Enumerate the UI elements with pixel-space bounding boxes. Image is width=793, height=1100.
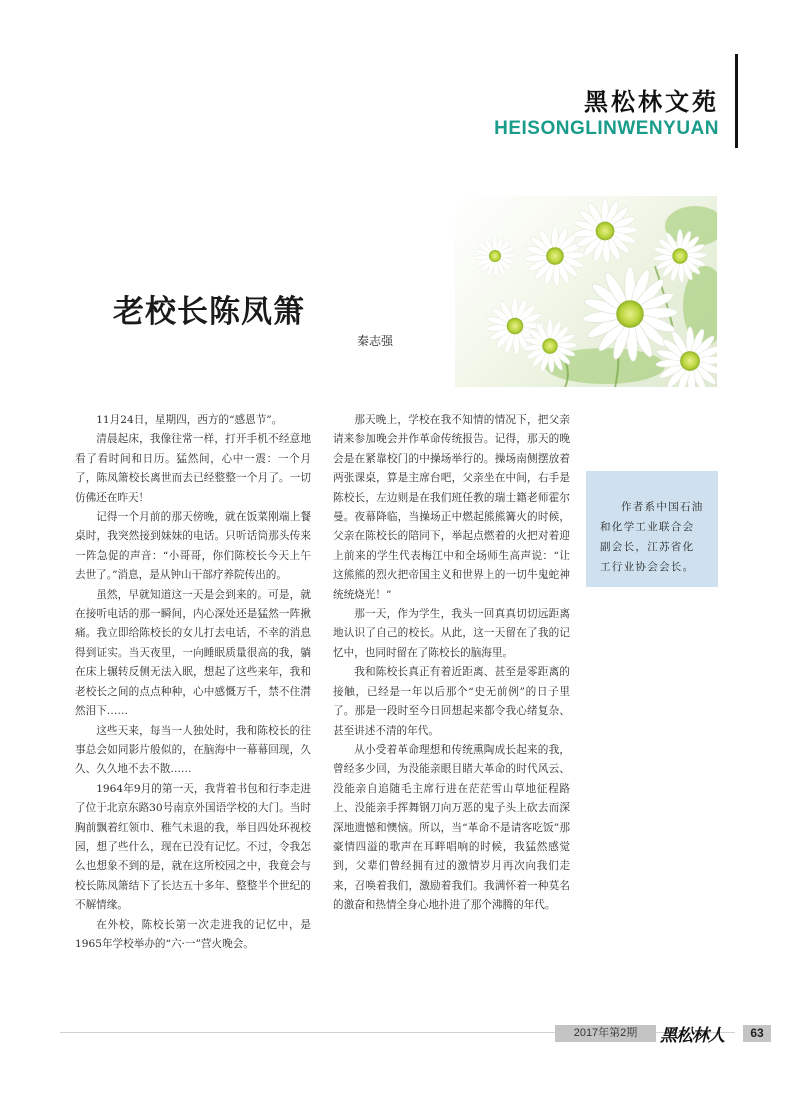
paragraph: 那天晚上，学校在我不知情的情况下，把父亲请来参加晚会并作革命传统报告。记得，那天的晚会是在紧靠校门的中操场举行的。操场南侧摆放着两张课桌，算是主席台吧，父亲坐在中间，右手是陈校长，左边则是在我们班任教的瑞士籍老师霍尔曼。夜幕降临，当操场正中燃起熊熊篝火的时候，父亲在陈校长的陪同下，举起点燃着的火把对着迎上前来的学生代表梅江中和全场师生高声说：“让这熊熊的烈火把帝国主义和世界上的一切牛鬼蛇神统统烧光！” xyxy=(333,414,570,601)
paragraph: 清晨起床，我像往常一样，打开手机不经意地看了看时间和日历。猛然间，心中一震：一个月了，陈凤箫校长离世而去已经整整一个月了。一切仿佛还在昨天！ xyxy=(75,433,311,504)
article-title: 老校长陈凤箫 xyxy=(113,294,305,330)
article-author: 秦志强 xyxy=(357,334,394,348)
paragraph: 我和陈校长真正有着近距离、甚至是零距离的接触，已经是一年以后那个“史无前例”的日子里了。那是一段时至今日回想起来都令我心绪复杂、甚至讲述不清的年代。 xyxy=(333,666,570,737)
column-subtitle: HEISONGLINWENYUAN xyxy=(494,118,719,139)
paragraph: 1964年9月的第一天，我背着书包和行李走进了位于北京东路30号南京外国语学校的大门。当时胸前飘着红领巾、稚气未退的我，举目四处环视校园，想了些什么，现在已没有记忆。不过，令我怎么也想象不到的是，就在这所校园之中，我竟会与校长陈凤箫结下了长达五十多年、整整半个世纪的不解情缘。 xyxy=(75,782,311,912)
column-title: 黑松林文苑 xyxy=(584,88,719,116)
paragraph: 在外校，陈校长第一次走进我的记忆中，是1965年学校举办的“六·一”营火晚会。 xyxy=(75,918,311,950)
header-divider xyxy=(735,54,738,148)
issue-label: 2017年第2期 xyxy=(555,1025,656,1042)
paragraph: 虽然，早就知道这一天是会到来的。可是，就在接听电话的那一瞬间，内心深处还是猛然一阵揪痛。我立即给陈校长的女儿打去电话，不幸的消息得到证实。当天夜里，一向睡眠质量很高的我，躺在床上辗转反侧无法入眠，想起了这些来年，我和老校长之间的点点种种，心中感慨万千，禁不住潸然泪下…… xyxy=(75,588,311,718)
article-column-left xyxy=(75,411,311,954)
paragraph: 11月24日，星期四，西方的“感恩节”。 xyxy=(96,414,283,426)
author-note: 作者系中国石油和化学工业联合会副会长，江苏省化工行业协会会长。 xyxy=(586,471,718,587)
paragraph: 那一天，作为学生，我头一回真真切切远距离地认识了自己的校长。从此，这一天留在了我的记忆中，也同时留在了陈校长的脑海里。 xyxy=(333,608,570,659)
daisy-flowers-image xyxy=(455,196,717,387)
magazine-logo: 黑松林人 xyxy=(660,1026,724,1046)
article-column-right xyxy=(333,411,570,916)
paragraph: 从小受着革命理想和传统熏陶成长起来的我，曾经多少回，为没能亲眼目睹大革命的时代风云、没能亲自追随毛主席行进在茫茫雪山草地征程路上、没能亲手挥舞钢刀向万恶的鬼子头上砍去而深深地遗憾和懊恼。所以，当“革命不是请客吃饭”那豪情四溢的歌声在耳畔唱响的时候，我猛然感觉到，父辈们曾经拥有过的激情岁月再次向我们走来，召唤着我们，激励着我们。我满怀着一种莫名的激奋和热情全身心地扑进了那个沸腾的年代。 xyxy=(333,743,570,912)
paragraph: 记得一个月前的那天傍晚，就在饭菜刚端上餐桌时，我突然接到妹妹的电话。只听话筒那头传来一阵急促的声音：“小哥哥，你们陈校长今天上午去世了。”消息，是从钟山干部疗养院传出的。 xyxy=(75,511,311,582)
paragraph: 这些天来，每当一人独处时，我和陈校长的往事总会如同影片般似的，在脑海中一幕幕回现，久久、久久地不去不散…… xyxy=(75,724,311,776)
page-number: 63 xyxy=(743,1025,771,1042)
